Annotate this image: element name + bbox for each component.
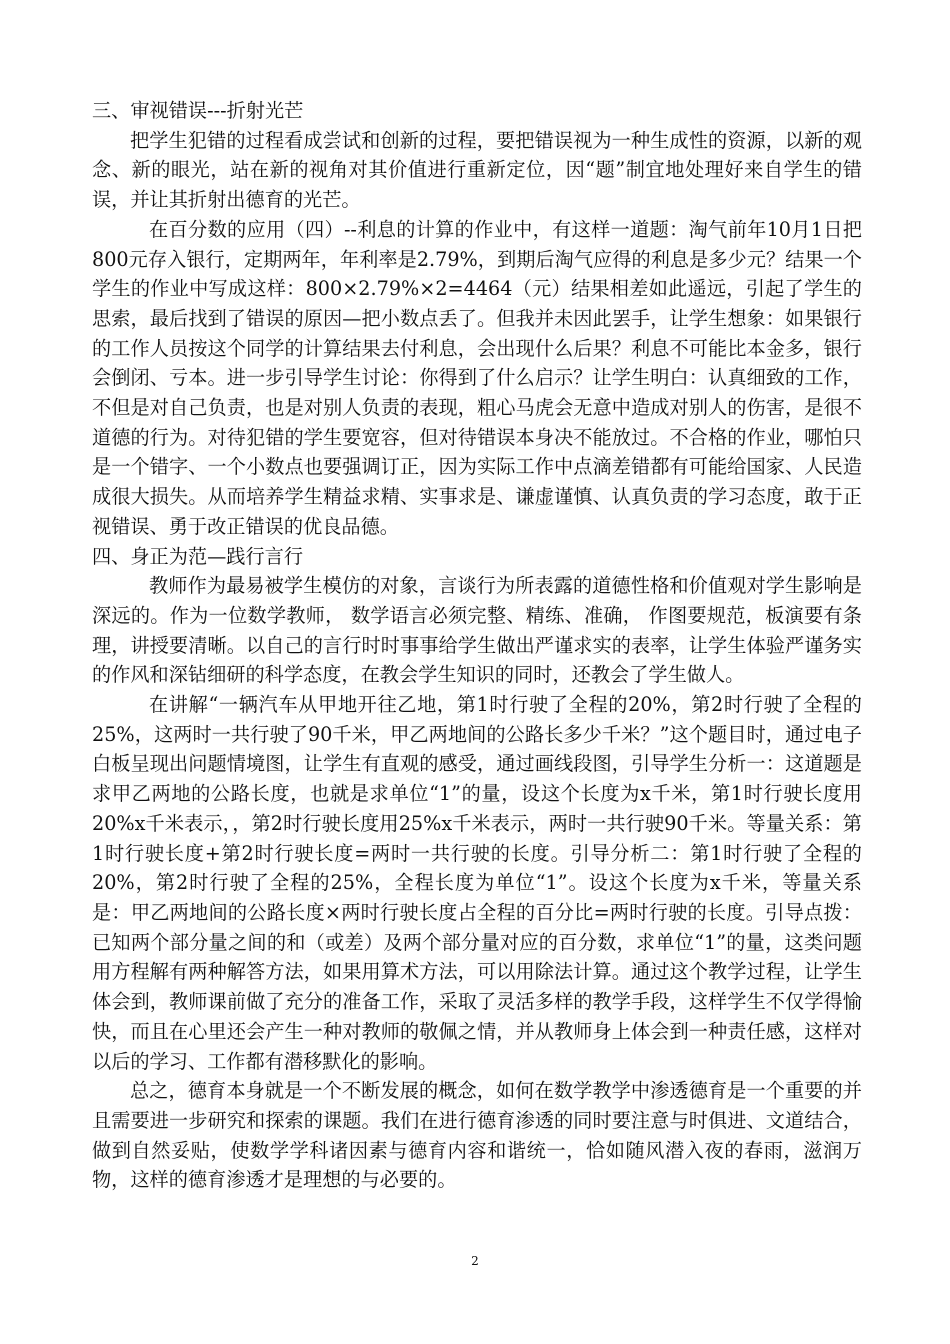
- page-number: 2: [471, 1254, 479, 1268]
- section-heading-3: 三、审视错误---折射光芒: [92, 99, 304, 122]
- document-body: [92, 96, 862, 1195]
- paragraph-conclusion: 总之，德育本身就是一个不断发展的概念，如何在数学教学中渗透德育是一个重要的并且需要进一步研究和探索的课题。我们在进行德育渗透的同时要注意与时俱进、文道结合，做到自然妥贴，使数学学科诸因素与德育内容和谐统一，恰如随风潜入夜的春雨，滋润万物，这样的德育渗透才是理想的与必要的。: [92, 1079, 862, 1192]
- section-heading-4: 四、身正为范—践行言行: [92, 544, 304, 568]
- paragraph-error-as-resource: 把学生犯错的过程看成尝试和创新的过程，要把错误视为一种生成性的资源，以新的观念、新的眼光，站在新的视角对其价值进行重新定位，因“题”制宜地处理好来自学生的错误，并让其折射出德育的光芒。: [92, 128, 862, 212]
- paragraph-interest-example: 在百分数的应用（四）--利息的计算的作业中，有这样一道题：淘气前年10月1日把800元存入银行，定期两年，年利率是2.79%，到期后淘气应得的利息是多少元？结果一个学生的作业中写成这样：800×2.79%×2=4464（元）结果相差如此遥远，引起了学生的思索，最后找到了错误的原因—把小数点丢了。但我并未因此罢手，让学生想象：如果银行的工作人员按这个同学的计算结果去付利息，会出现什么后果？利息不可能比本金多，银行会倒闭、亏本。进一步引导学生讨论：你得到了什么启示？让学生明白：认真细致的工作，不但是对自己负责，也是对别人负责的表现，粗心马虎会无意中造成对别人的伤害，是很不道德的行为。对待犯错的学生要宽容，但对待错误本身决不能放过。不合格的作业，哪怕只是一个错字、一个小数点也要强调订正，因为实际工作中点滴差错都有可能给国家、人民造成很大损失。从而培养学生精益求精、实事求是、谦虚谨慎、认真负责的学习态度，敢于正视错误、勇于改正错误的优良品德。: [92, 217, 862, 538]
- paragraph-car-problem-example: 在讲解“一辆汽车从甲地开往乙地，第1时行驶了全程的20%，第2时行驶了全程的25%，这两时一共行驶了90千米，甲乙两地间的公路长多少千米？”这个题目时，通过电子白板呈现出问题情境图，让学生有直观的感受，通过画线段图，引导学生分析一：这道题是求甲乙两地的公路长度，也就是求单位“1”的量，设这个长度为x千米，第1时行驶长度用20%x千米表示，，第2时行驶长度用25%x千米表示，两时一共行驶90千米。等量关系：第1时行驶长度+第2时行驶长度=两时一共行驶的长度。引导分析二：第1时行驶了全程的20%，第2时行驶了全程的25%，全程长度为单位“1”。设这个长度为x千米，等量关系是：甲乙两地间的公路长度×两时行驶长度占全程的百分比=两时行驶的长度。引导点拨：已知两个部分量之间的和（或差）及两个部分量对应的百分数，求单位“1”的量，这类问题用方程解有两种解答方法，如果用算术方法，可以用除法计算。通过这个教学过程，让学生体会到，教师课前做了充分的准备工作，采取了灵活多样的教学手段，这样学生不仅学得愉快，而且在心里还会产生一种对教师的敬佩之情，并从教师身上体会到一种责任感，这样对以后的学习、工作都有潜移默化的影响。: [92, 693, 862, 1073]
- paragraph-teacher-role-model: 教师作为最易被学生模仿的对象，言谈行为所表露的道德性格和价值观对学生影响是深远的。作为一位数学教师， 数学语言必须完整、精练、准确， 作图要规范，板演要有条理，讲授要清晰。以自己的言行时时事事给学生做出严谨求实的表率，让学生体验严谨务实的作风和深钻细研的科学态度，在教会学生知识的同时，还教会了学生做人。: [92, 574, 862, 687]
